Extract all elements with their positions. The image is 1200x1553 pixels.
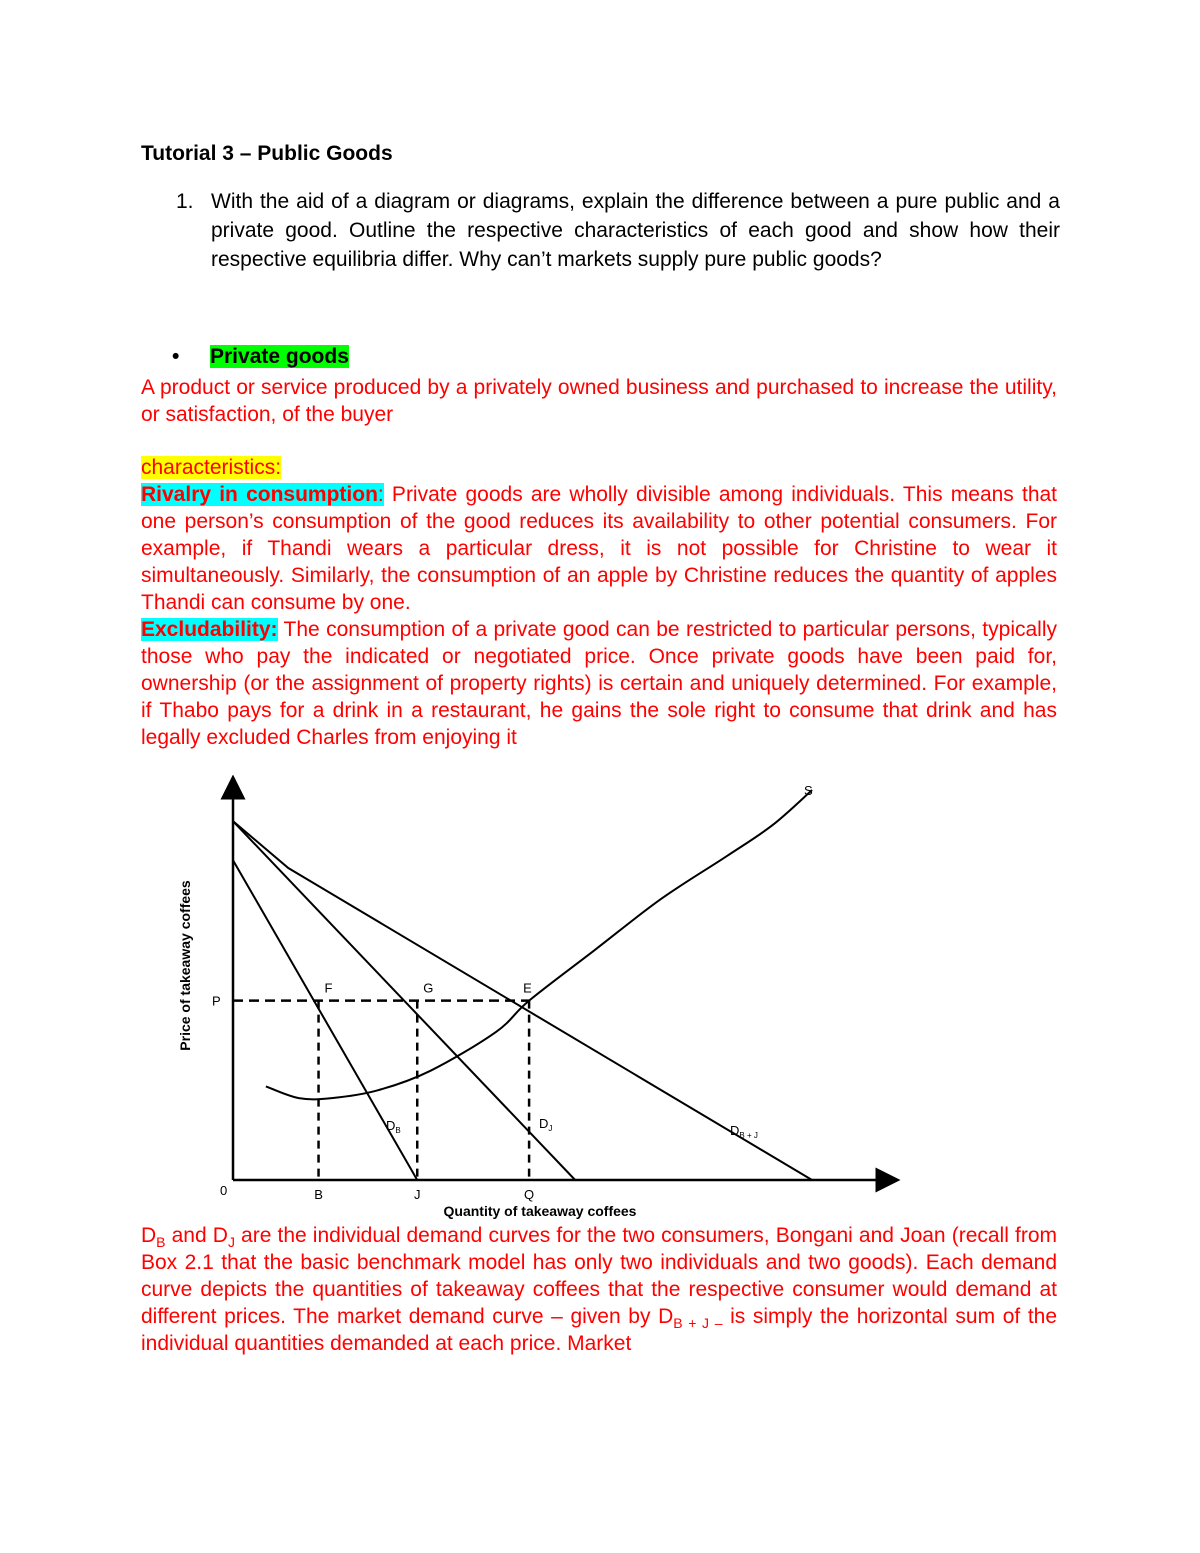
page-title: Tutorial 3 – Public Goods: [141, 142, 393, 165]
db-subscript: B: [156, 1234, 166, 1251]
excludability-text: The consumption of a private good can be restricted to particular persons, typically those who pay the indicated or negotiated price. Once private goods have been paid for, ownership (or the assignment of property rights) is certain and uniquely determined. For example, if Thabo pays for a drink in a restaurant, he gains the sole right to consume that drink and has legally excluded Charles from enjoying it: [141, 618, 1057, 749]
dbj-subscript: B + J –: [673, 1315, 723, 1332]
definition-paragraph: [141, 374, 1057, 428]
and-text: and: [165, 1224, 213, 1247]
db-symbol: D: [141, 1224, 157, 1247]
private-goods-heading: Private goods: [210, 345, 349, 368]
point-label-f: F: [324, 980, 333, 996]
curve-label-subscript: J: [548, 1124, 553, 1133]
bullet-icon: •: [172, 345, 180, 368]
question-1: [176, 187, 1060, 274]
demand-supply-chart: [160, 775, 920, 1230]
characteristics-section: [141, 454, 1057, 751]
excludability-paragraph: [141, 616, 1057, 751]
rivalry-text: Private goods are wholly divisible among individuals. This means that one person’s consumption of the good reduces its availability to other potential consumers. For example, if Thandi wears a particular dress, it is not possible for Christine to wear it simultaneously. Similarly, the consumption of an apple by Christine reduces the quantity of apples Thandi can consume by one.: [141, 483, 1058, 614]
x-axis-label: Quantity of takeaway coffees: [443, 1203, 637, 1219]
rivalry-paragraph: [141, 481, 1057, 616]
curve-label-subscript: B: [395, 1126, 401, 1135]
dj-subscript: J: [227, 1234, 235, 1251]
chart-svg: [160, 775, 920, 1225]
x-tick-q: Q: [524, 1187, 535, 1202]
definition-text: A product or service produced by a privately owned business and purchased to increase the utility, or satisfaction, of the buyer: [141, 376, 1057, 426]
point-label-e: E: [523, 980, 532, 996]
explanation-paragraph: [141, 1222, 1057, 1357]
series-s: [266, 790, 812, 1099]
explanation-text-2: is simply the horizontal sum of the individual quantities demanded at each price. Market: [141, 1305, 1058, 1355]
characteristics-label: characteristics:: [141, 456, 282, 479]
dbj-symbol: D: [658, 1305, 674, 1328]
curve-label-subscript: B + J: [739, 1131, 758, 1140]
explanation-text-1: are the individual demand curves for the two consumers, Bongani and Joan (recall from Box 2.1 that the basic benchmark model has only two individuals and two goods). Each demand curve depicts the quantities of takeaway coffees that the respective consumer would demand at different prices. The market demand curve – given by: [141, 1224, 1057, 1328]
rivalry-label: Rivalry in consumption: [141, 483, 378, 506]
dj-symbol: D: [212, 1224, 228, 1247]
curve-label-d-b: $D_B$: [386, 1118, 401, 1135]
question-number: 1.: [176, 190, 194, 213]
question-text: With the aid of a diagram or diagrams, explain the difference between a pure public and a private good. Outline the respective characteristics of each good and show how their respective equilibria differ. Why can’t markets supply pure public goods?: [211, 190, 1060, 271]
curve-label-s: S: [804, 783, 813, 798]
x-tick-b: B: [314, 1187, 323, 1202]
point-label-g: G: [423, 980, 434, 996]
private-goods-bullet: [172, 345, 349, 369]
excludability-label: Excludability:: [141, 618, 278, 641]
curve-label-d-b-j: $D_{B + J}$: [730, 1123, 758, 1140]
origin-label: 0: [220, 1183, 228, 1198]
price-label: P: [212, 993, 221, 1009]
x-tick-j: J: [413, 1187, 421, 1202]
y-axis-label: Price of takeaway coffees: [177, 880, 193, 1051]
rivalry-colon: :: [377, 483, 384, 506]
curve-label-d-j: $D_J$: [539, 1116, 553, 1133]
